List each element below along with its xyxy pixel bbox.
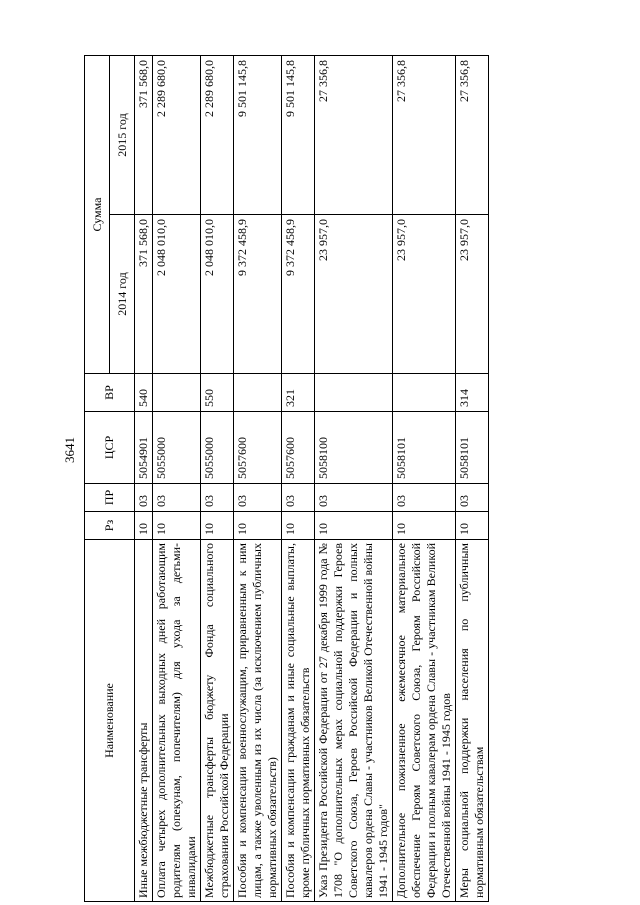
row-vr: 550 [201, 374, 234, 412]
row-vr [315, 374, 393, 412]
table-row [234, 55, 282, 901]
row-sum-2015: 27 356,8 [456, 55, 489, 214]
header-year-2015: 2015 год [110, 55, 135, 214]
row-vr [393, 374, 456, 412]
row-sum-2014: 9 372 458,9 [234, 215, 282, 374]
row-sum-2014: 23 957,0 [315, 215, 393, 374]
row-pr: 03 [282, 484, 315, 512]
table-row [282, 55, 315, 901]
table-row [456, 55, 489, 901]
header-vr: ВР [85, 374, 135, 412]
row-pr: 03 [234, 484, 282, 512]
row-csr: 5054901 [135, 412, 153, 484]
row-name: Указ Президента Российской Федерации от 27 декабря 1999 года № 1708 "О дополнительных мерах социальной поддержки Героев Советского Союза, Героев Российской Федерации и полных кавалеров ордена Славы - участников Великой Отечественной войны 1941 - 1945 годов" [315, 540, 393, 902]
table-header [85, 55, 135, 901]
row-sum-2015: 2 289 680,0 [153, 55, 201, 214]
row-sum-2014: 2 048 010,0 [153, 215, 201, 374]
table-row [315, 55, 393, 901]
budget-table [84, 55, 489, 902]
row-name: Пособия и компенсации военнослужащим, приравненным к ним лицам, а также уволенным из их числа (за исключением публичных нормативных обязательств) [234, 540, 282, 902]
row-rz: 10 [456, 512, 489, 540]
table-row [393, 55, 456, 901]
row-sum-2014: 371 568,0 [135, 215, 153, 374]
row-sum-2015: 27 356,8 [315, 55, 393, 214]
row-sum-2015: 9 501 145,8 [282, 55, 315, 214]
row-csr: 5055000 [153, 412, 201, 484]
row-sum-2014: 23 957,0 [456, 215, 489, 374]
row-pr: 03 [153, 484, 201, 512]
page-number: 3641 [62, 437, 77, 463]
row-pr: 03 [135, 484, 153, 512]
row-rz: 10 [153, 512, 201, 540]
header-sum: Сумма [85, 55, 110, 373]
row-vr: 321 [282, 374, 315, 412]
row-sum-2014: 2 048 010,0 [201, 215, 234, 374]
table-row [201, 55, 234, 901]
row-rz: 10 [282, 512, 315, 540]
row-pr: 03 [201, 484, 234, 512]
row-vr: 540 [135, 374, 153, 412]
row-vr: 314 [456, 374, 489, 412]
row-sum-2015: 2 289 680,0 [201, 55, 234, 214]
row-name: Пособия и компенсации гражданам и иные социальные выплаты, кроме публичных нормативных обязательств [282, 540, 315, 902]
table-row [153, 55, 201, 901]
row-name: Дополнительное пожизненное ежемесячное материальное обеспечение Героям Советского Союза, Героям Российской Федерации и полным кавалерам ордена Славы - участникам Великой Отечественной войны 1941 - 1945 годов [393, 540, 456, 902]
row-sum-2015: 371 568,0 [135, 55, 153, 214]
row-pr: 03 [393, 484, 456, 512]
row-rz: 10 [315, 512, 393, 540]
rotated-table-container [84, 56, 597, 902]
row-name: Оплата четырех дополнительных выходных дней работающим родителям (опекунам, попечителям) для ухода за детьми-инвалидами [153, 540, 201, 902]
row-rz: 10 [201, 512, 234, 540]
row-rz: 10 [393, 512, 456, 540]
row-sum-2014: 9 372 458,9 [282, 215, 315, 374]
row-csr: 5058101 [393, 412, 456, 484]
header-csr: ЦСР [85, 412, 135, 484]
row-vr [234, 374, 282, 412]
row-name: Межбюджетные трансферты бюджету Фонда социального страхования Российской Федерации [201, 540, 234, 902]
row-name: Иные межбюджетные трансферты [135, 540, 153, 902]
row-csr: 5058101 [456, 412, 489, 484]
header-name: Наименование [85, 540, 135, 902]
header-pr: ПР [85, 484, 135, 512]
row-pr: 03 [315, 484, 393, 512]
row-sum-2015: 27 356,8 [393, 55, 456, 214]
row-csr: 5058100 [315, 412, 393, 484]
row-vr [153, 374, 201, 412]
table-row [135, 55, 153, 901]
row-sum-2014: 23 957,0 [393, 215, 456, 374]
header-year-2014: 2014 год [110, 215, 135, 374]
row-csr: 5055000 [201, 412, 234, 484]
row-rz: 10 [234, 512, 282, 540]
header-rz: Рз [85, 512, 135, 540]
row-pr: 03 [456, 484, 489, 512]
row-name: Меры социальной поддержки населения по публичным нормативным обязательствам [456, 540, 489, 902]
row-csr: 5057600 [234, 412, 282, 484]
row-sum-2015: 9 501 145,8 [234, 55, 282, 214]
row-csr: 5057600 [282, 412, 315, 484]
table-body [135, 55, 489, 901]
row-rz: 10 [135, 512, 153, 540]
